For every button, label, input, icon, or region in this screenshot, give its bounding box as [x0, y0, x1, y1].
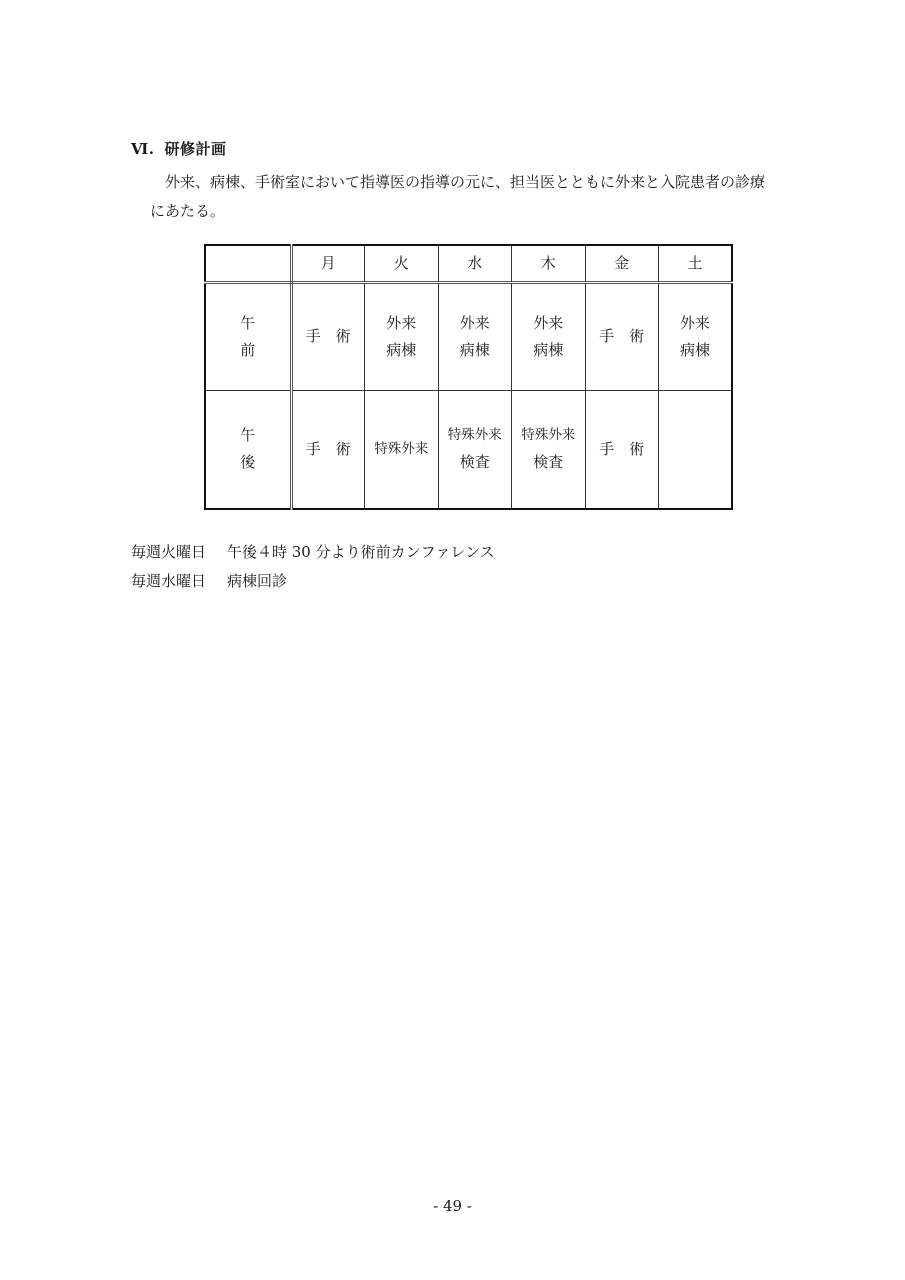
intro-line-2: にあたる。 — [150, 202, 226, 220]
section-heading — [131, 138, 227, 159]
note-line-wednesday — [131, 567, 495, 596]
intro-paragraph — [150, 168, 810, 226]
note-text: 病棟回診 — [227, 572, 288, 590]
am-tue-cell — [365, 282, 439, 390]
am-fri-cell — [585, 282, 659, 390]
cell-text: 病棟 — [533, 340, 564, 359]
day-header-mon: 月 — [291, 245, 365, 282]
row-label-am: 午 前 — [205, 282, 291, 390]
cell-text: 病棟 — [459, 340, 490, 359]
section-number: Ⅵ. — [131, 140, 155, 158]
am-sat-cell — [659, 282, 733, 390]
cell-text: 外来 — [459, 313, 490, 332]
corner-cell — [205, 245, 291, 282]
note-line-tuesday — [131, 538, 495, 567]
intro-line-1: 外来、病棟、手術室において指導医の指導の元に、担当医とともに外来と入院患者の診療 — [165, 173, 766, 191]
am-thu-cell — [512, 282, 586, 390]
cell-text: 手 術 — [599, 439, 645, 458]
am-mon-cell — [291, 282, 365, 390]
cell-text: 手 術 — [305, 327, 351, 346]
day-header-tue: 火 — [365, 245, 439, 282]
cell-text: 病棟 — [386, 340, 417, 359]
pm-fri-cell — [585, 390, 659, 509]
note-label: 毎週水曜日 — [131, 572, 207, 590]
pm-wed-cell — [438, 390, 512, 509]
schedule-row-pm — [205, 390, 732, 509]
pm-tue-cell — [365, 390, 439, 509]
row-label-pm: 午 後 — [205, 390, 291, 509]
cell-text: 外来 — [386, 313, 417, 332]
schedule-header-row — [205, 245, 732, 282]
pm-sat-cell — [659, 390, 733, 509]
page-number: - 49 - — [433, 1197, 472, 1215]
am-wed-cell — [438, 282, 512, 390]
pm-thu-cell — [512, 390, 586, 509]
note-text: 午後４時 30 分より術前カンファレンス — [227, 543, 495, 561]
note-label: 毎週火曜日 — [131, 543, 207, 561]
cell-text: 検査 — [459, 453, 490, 472]
schedule-row-am — [205, 282, 732, 390]
notes-block — [131, 538, 495, 596]
day-header-fri: 金 — [585, 245, 659, 282]
pm-mon-cell — [291, 390, 365, 509]
weekly-schedule-table — [204, 244, 733, 510]
day-header-thu: 木 — [512, 245, 586, 282]
section-title: 研修計画 — [164, 140, 227, 158]
cell-text: 特殊外来 — [447, 427, 502, 444]
cell-text: 病棟 — [679, 340, 710, 359]
cell-text: 特殊外来 — [521, 427, 576, 444]
cell-text: 外来 — [533, 313, 564, 332]
cell-text: 特殊外来 — [374, 440, 429, 457]
cell-text: 検査 — [533, 453, 564, 472]
cell-text: 手 術 — [305, 439, 351, 458]
cell-text: 外来 — [679, 313, 710, 332]
day-header-sat: 土 — [659, 245, 733, 282]
cell-text: 手 術 — [599, 327, 645, 346]
day-header-wed: 水 — [438, 245, 512, 282]
